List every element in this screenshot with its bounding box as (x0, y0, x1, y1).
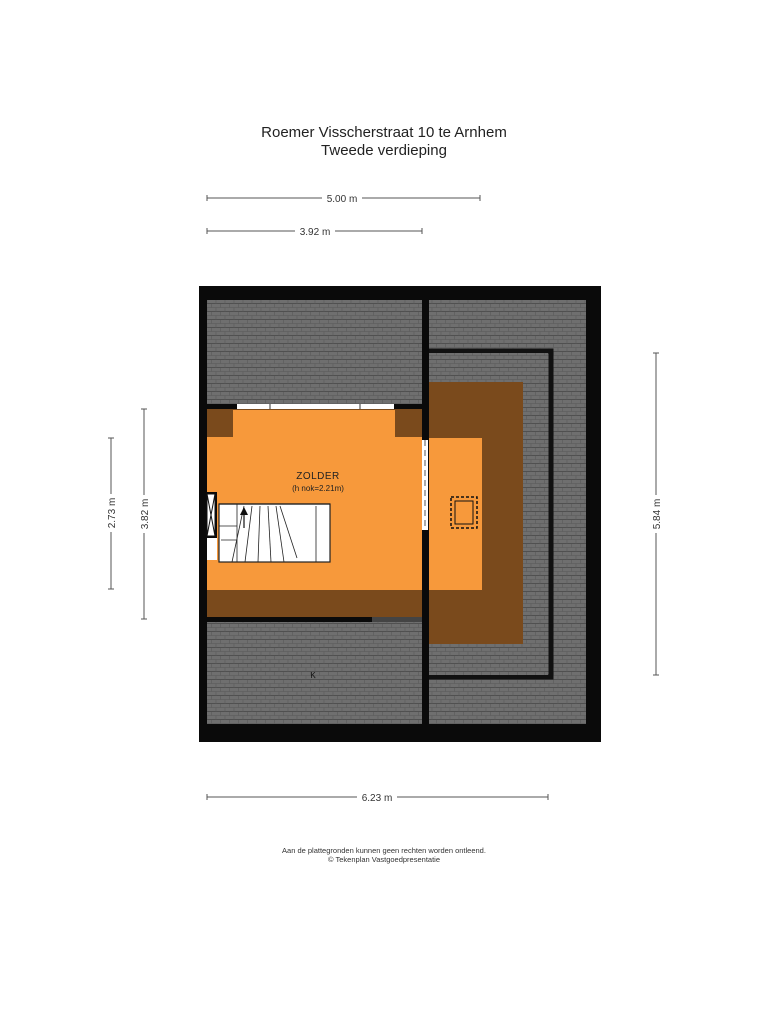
room-height-zolder: (h nok=2.21m) (292, 484, 344, 493)
footer-disclaimer: Aan de plattegronden kunnen geen rechten worden ontleend. (282, 846, 486, 855)
room-label-k: K (310, 671, 316, 680)
dimension-right (650, 353, 663, 675)
dimension-label-left-outer: 2.73 m (107, 497, 118, 529)
room-zolder (207, 410, 422, 590)
dimension-label-top-outer: 5.00 m (326, 194, 358, 205)
dimension-left-outer (105, 438, 118, 589)
plan-address: Roemer Visscherstraat 10 te Arnhem (261, 124, 507, 141)
footer-credit: © Tekenplan Vastgoedpresentatie (328, 855, 440, 864)
roof-area-top-left (207, 300, 422, 407)
dimension-left-inner (138, 409, 151, 619)
dimension-bottom (207, 791, 548, 804)
staircase (219, 504, 330, 562)
dimension-top-outer (207, 192, 480, 205)
dimension-top-inner (207, 225, 422, 238)
dimension-label-top-inner: 3.92 m (299, 227, 331, 238)
window-top (237, 404, 394, 409)
dimension-label-left-inner: 3.82 m (140, 498, 151, 530)
dimension-label-right: 5.84 m (652, 498, 663, 530)
dimension-label-bottom: 6.23 m (361, 793, 393, 804)
wall-segment (372, 617, 422, 622)
plan-floor-name: Tweede verdieping (321, 142, 447, 159)
shaft-door (207, 538, 217, 560)
room-label-zolder: ZOLDER (296, 471, 340, 482)
